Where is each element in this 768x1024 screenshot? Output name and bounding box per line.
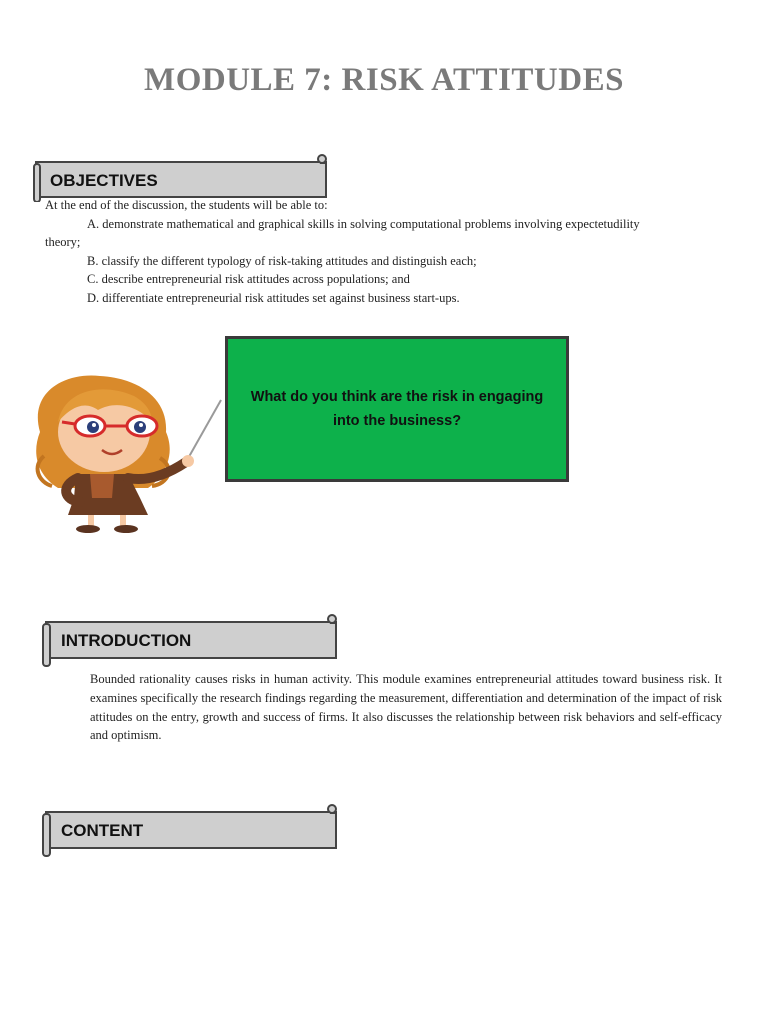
objective-a-continued: theory; bbox=[45, 235, 81, 250]
introduction-banner bbox=[40, 612, 342, 668]
objective-d: D. differentiate entrepreneurial risk attitudes set against business start-ups. bbox=[87, 290, 460, 305]
objective-c: C. describe entrepreneurial risk attitudes across populations; and bbox=[87, 272, 410, 287]
objectives-banner bbox=[30, 152, 332, 202]
objective-a: A. demonstrate mathematical and graphical skills in solving computational problems involving expectetudility bbox=[87, 216, 640, 231]
page-title: MODULE 7: RISK ATTITUDES bbox=[144, 62, 624, 98]
objectives-intro: At the end of the discussion, the students will be able to: bbox=[45, 198, 328, 212]
introduction-body: Bounded rationality causes risks in human activity. This module examines entrepreneurial attitudes toward business risk. It examines specifically the research findings regarding the measurement, differentiation and determination of the impact of risk attitudes on the entry, growth and success of firms. It also discusses the relationship between risk behaviors and self-efficacy and optimism. bbox=[90, 672, 722, 743]
question-text: What do you think are the risk in engaging into the business? bbox=[250, 389, 544, 429]
teacher-illustration bbox=[28, 370, 228, 540]
introduction-heading: INTRODUCTION bbox=[61, 631, 192, 650]
content-banner bbox=[40, 802, 342, 858]
objectives-heading: OBJECTIVES bbox=[50, 171, 158, 190]
teacher-with-pointer-illustration bbox=[28, 370, 228, 535]
question-box bbox=[225, 336, 569, 482]
content-heading: CONTENT bbox=[61, 821, 144, 840]
objectives-list bbox=[45, 196, 705, 308]
objective-b: B. classify the different typology of risk-taking attitudes and distinguish each; bbox=[87, 253, 477, 268]
